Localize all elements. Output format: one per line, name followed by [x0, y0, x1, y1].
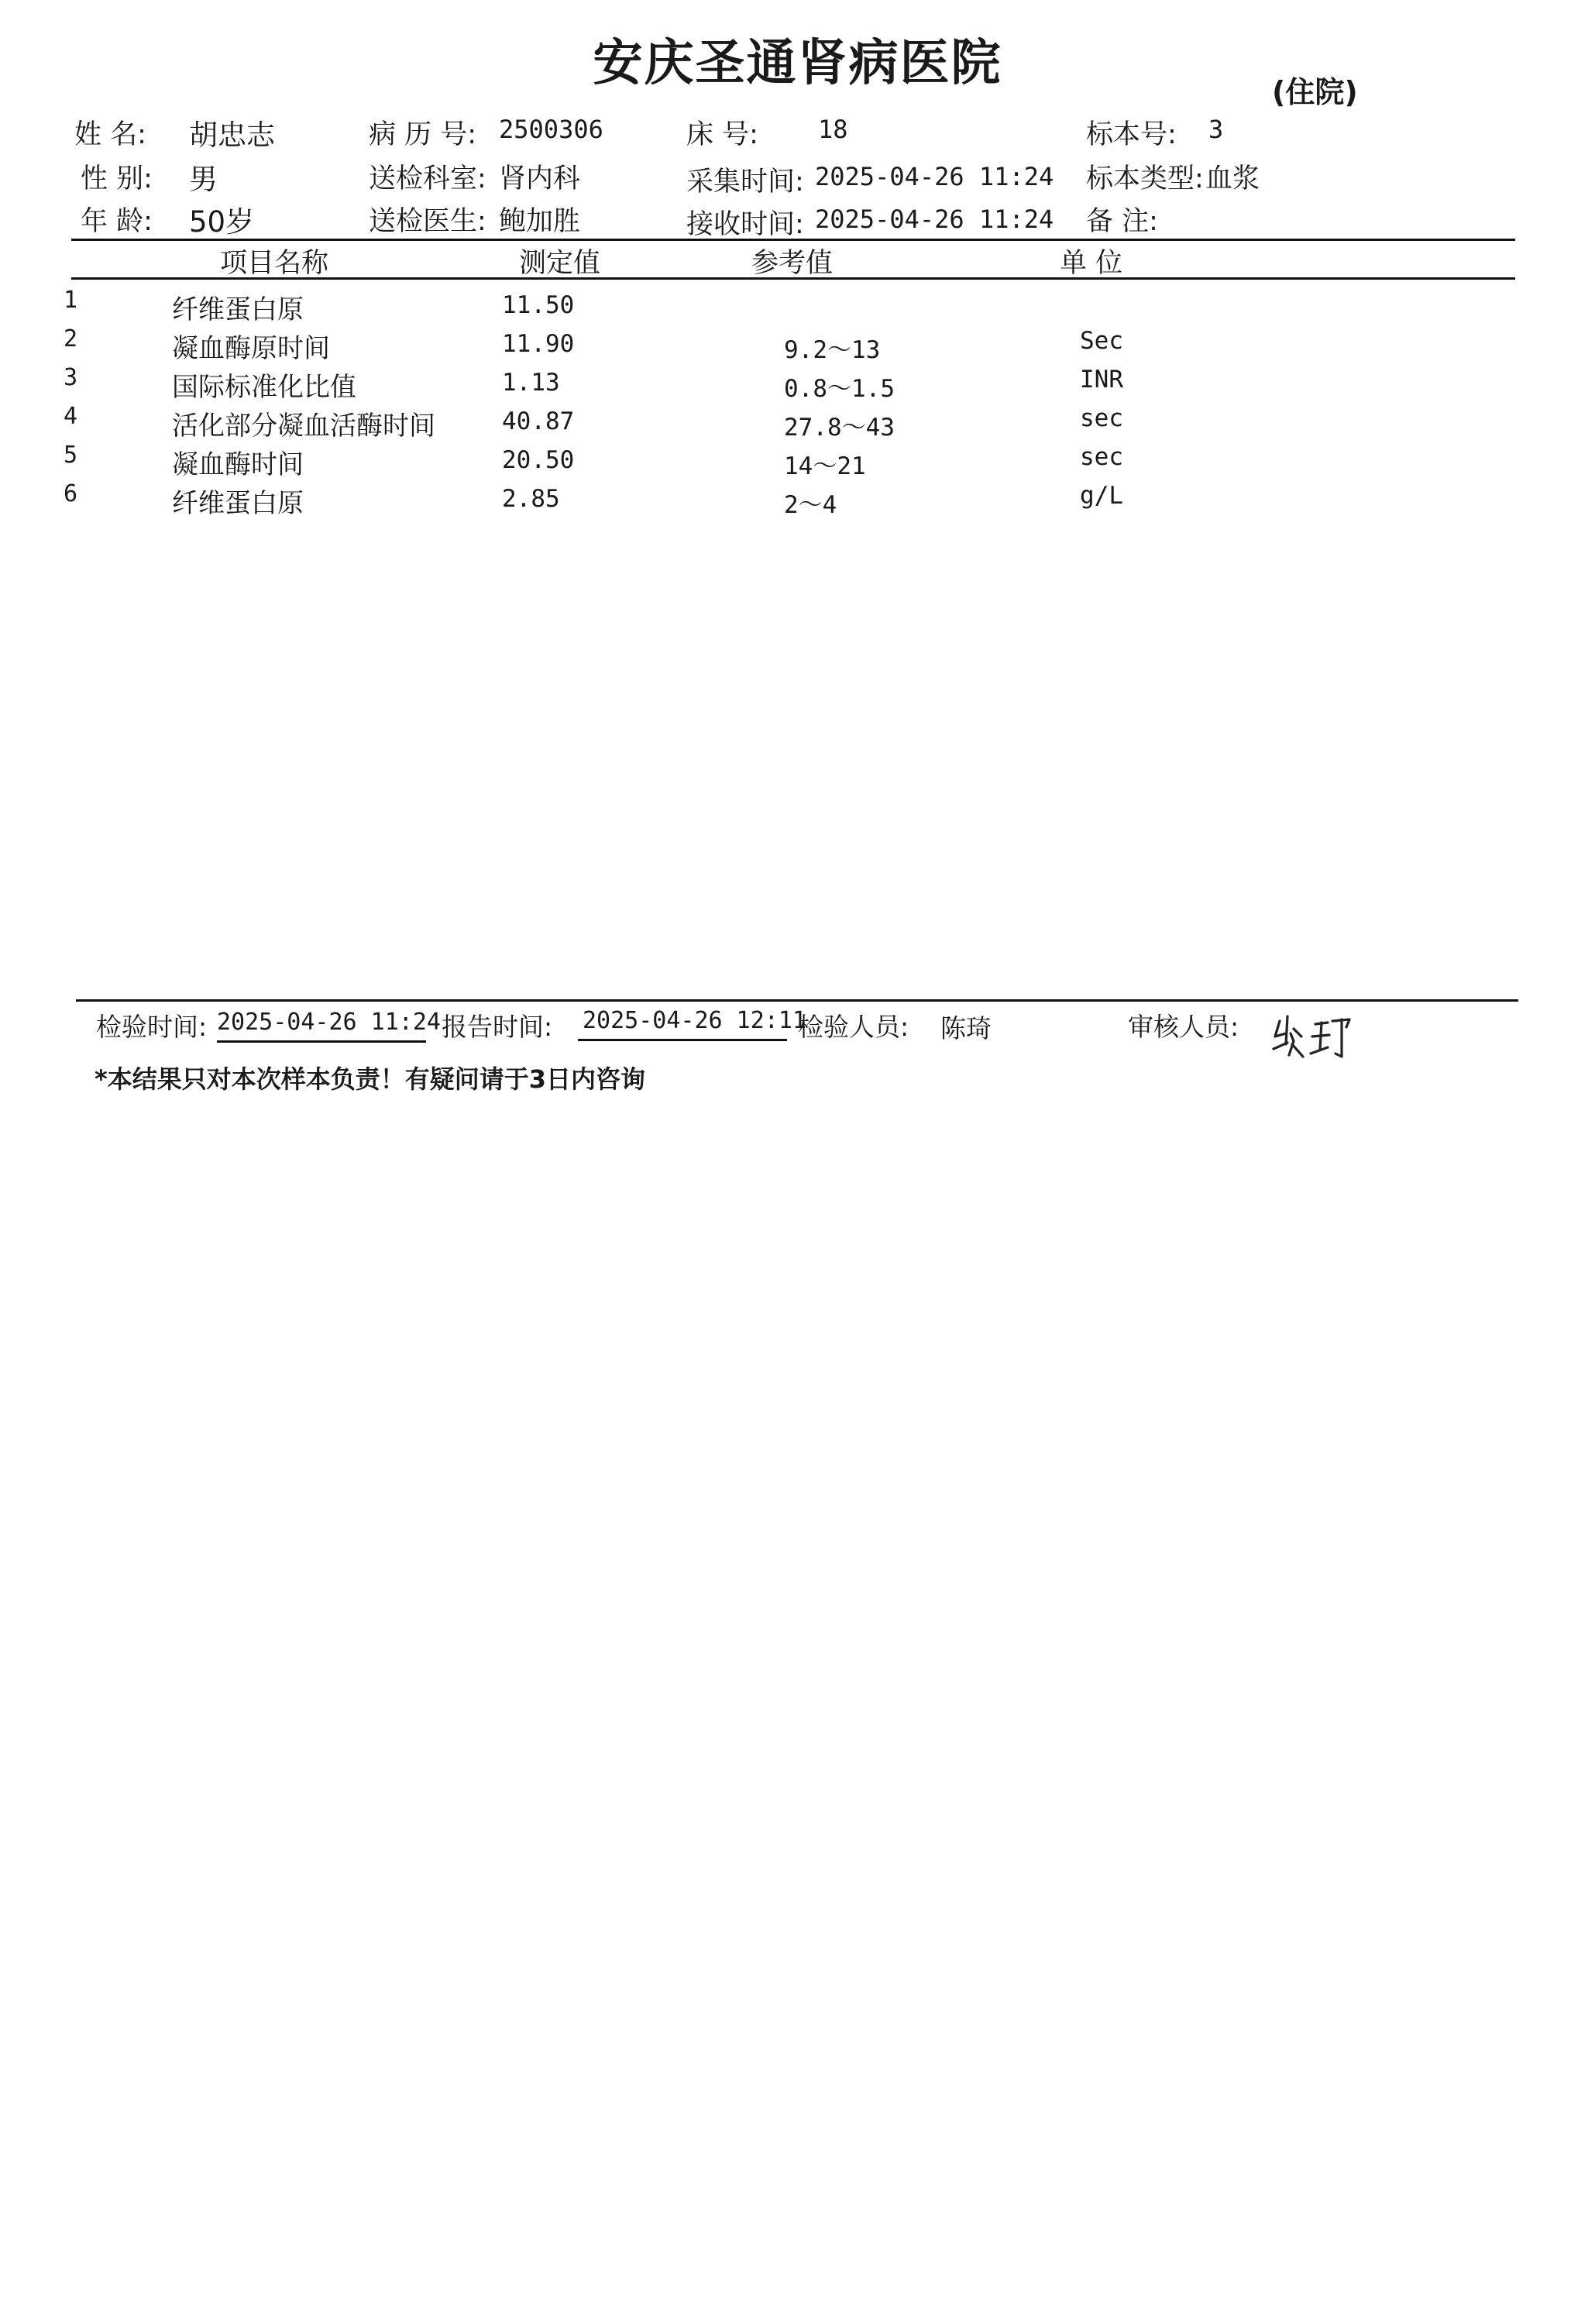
unit: sec: [1080, 443, 1123, 471]
item-name: 国际标准化比值: [172, 372, 356, 403]
department: 肾内科: [499, 163, 581, 194]
record-number: 2500306: [499, 115, 603, 144]
unit: g/L: [1080, 482, 1123, 510]
patient-name: 胡忠志: [189, 119, 275, 152]
hospital-title: 安庆圣通肾病医院: [593, 35, 1002, 92]
item-name: 凝血酶时间: [172, 449, 304, 480]
dept-label: 送检科室:: [369, 163, 486, 194]
ward-type: (住院): [1272, 75, 1358, 109]
col-header-unit: 单 位: [1060, 248, 1123, 279]
specimen-type-label: 标本类型:: [1086, 163, 1204, 194]
doctor-name: 鲍加胜: [499, 206, 581, 237]
unit: INR: [1080, 366, 1123, 394]
specimen-number: 3: [1208, 115, 1224, 144]
collect-time: 2025-04-26 11:24: [815, 162, 1054, 191]
receive-time-label: 接收时间:: [686, 209, 804, 240]
remark-label: 备 注:: [1086, 206, 1158, 237]
receive-time: 2025-04-26 11:24: [815, 205, 1054, 234]
footer-rule: [76, 999, 1518, 1002]
bed-label: 床 号:: [686, 119, 758, 150]
sex-label: 性 别:: [81, 163, 153, 194]
col-header-value: 测定值: [519, 248, 601, 279]
measured-value: 40.87: [502, 407, 575, 435]
table-top-rule: [71, 239, 1515, 241]
patient-sex: 男: [189, 163, 218, 196]
test-time-label: 检验时间:: [96, 1012, 208, 1042]
specimen-type: 血浆: [1205, 163, 1260, 194]
item-name: 纤维蛋白原: [172, 488, 304, 519]
row-number: 1: [64, 287, 78, 314]
tester-label: 检验人员:: [798, 1012, 909, 1042]
item-name: 活化部分凝血活酶时间: [172, 411, 435, 442]
age-label: 年 龄:: [81, 206, 153, 237]
reviewer-signature: [1270, 1010, 1356, 1064]
report-time: 2025-04-26 12:11: [578, 1007, 787, 1041]
measured-value: 11.50: [502, 291, 575, 319]
row-number: 4: [64, 403, 78, 430]
disclaimer: *本结果只对本次样本负责！有疑问请于3日内咨询: [95, 1064, 646, 1094]
name-label: 姓 名:: [74, 119, 146, 150]
unit: sec: [1080, 404, 1123, 432]
reference-range: 0.8～1.5: [784, 375, 895, 403]
specimen-no-label: 标本号:: [1086, 119, 1177, 150]
bed-number: 18: [818, 115, 848, 144]
item-name: 纤维蛋白原: [172, 294, 304, 325]
row-number: 3: [64, 364, 78, 391]
measured-value: 2.85: [502, 485, 560, 513]
row-number: 5: [64, 442, 78, 469]
unit: Sec: [1080, 327, 1123, 355]
row-number: 2: [64, 325, 78, 352]
item-name: 凝血酶原时间: [172, 333, 330, 364]
record-label: 病 历 号:: [369, 119, 477, 150]
test-time: 2025-04-26 11:24: [217, 1009, 426, 1043]
col-header-item: 项目名称: [220, 248, 329, 279]
doctor-label: 送检医生:: [369, 206, 486, 237]
reference-range: 27.8～43: [784, 414, 895, 442]
col-header-reference: 参考值: [751, 248, 834, 279]
measured-value: 1.13: [502, 369, 560, 397]
row-number: 6: [64, 480, 78, 507]
patient-age: 50岁: [189, 205, 255, 239]
reference-range: 14～21: [784, 452, 866, 480]
table-header-rule: [71, 277, 1515, 280]
tester-name: 陈琦: [940, 1013, 992, 1043]
measured-value: 20.50: [502, 446, 575, 474]
reviewer-label: 审核人员:: [1128, 1012, 1239, 1042]
collect-time-label: 采集时间:: [686, 167, 804, 198]
measured-value: 11.90: [502, 330, 575, 358]
reference-range: 9.2～13: [784, 336, 881, 364]
reference-range: 2～4: [784, 491, 837, 519]
report-time-label: 报告时间:: [442, 1012, 553, 1042]
